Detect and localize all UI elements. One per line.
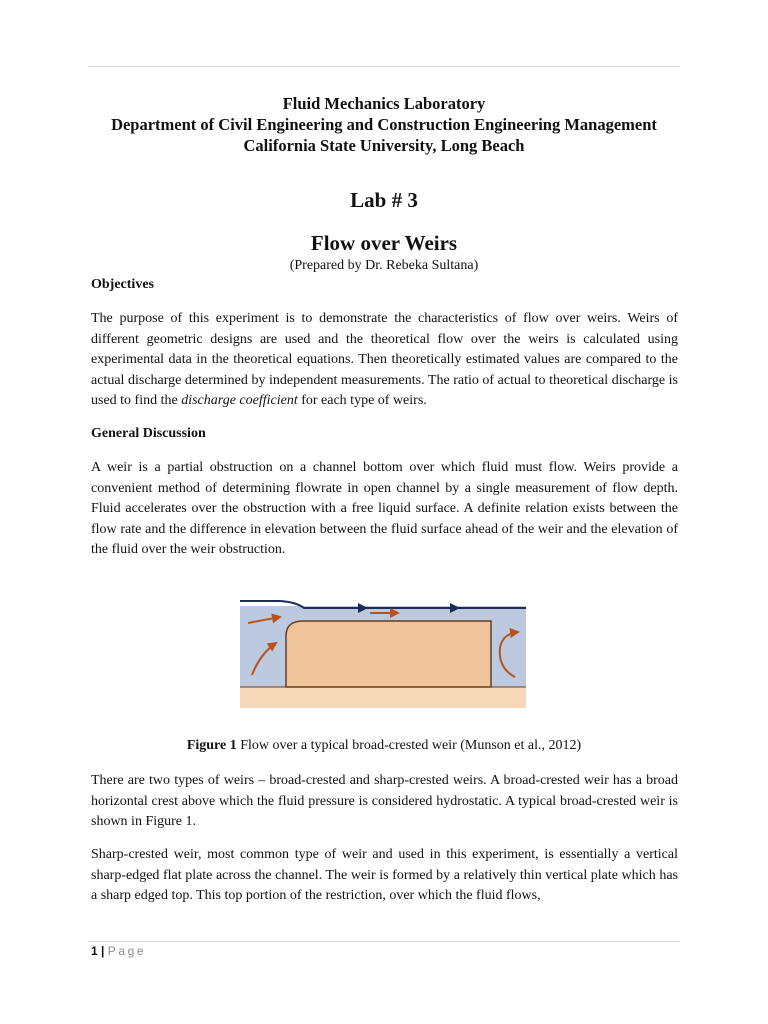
- figure-caption-text: Flow over a typical broad-crested weir (Munson et al., 2012): [236, 738, 582, 753]
- page-number: 1: [91, 944, 98, 958]
- general-discussion-paragraph: A weir is a partial obstruction on a channel bottom over which fluid must flow. Weirs provide a convenient method of determining flowrate in open channel by a single measurement of flow depth. Fluid accelerates over the obstruction with a free liquid surface. A definite relation exists between the flow rate and the difference in elevation between the fluid surface ahead of the weir and the elevation of the fluid over the weir obstruction.: [91, 460, 678, 558]
- objectives-heading: Objectives: [91, 277, 154, 292]
- footer-rule: [88, 941, 680, 942]
- broad-crested-weir: [286, 621, 491, 687]
- lab-title: Flow over Weirs: [310, 231, 458, 255]
- objectives-text-before: The purpose of this experiment is to demonstrate the characteristics of flow over weirs. Weirs of different geometric designs are used and the theoretical flow over the weirs is calculated using experimental data in the theoretical equations. Then theoretically estimated values are compared to the actual discharge determined by independent measurements. The ratio of actual to theoretical discharge is used to find the: [91, 311, 678, 409]
- discharge-coefficient-emphasis: discharge coefficient: [181, 393, 298, 409]
- figure-caption: [88, 738, 680, 754]
- channel-bed: [240, 687, 526, 708]
- lab-number: Lab # 3: [350, 188, 418, 212]
- sharp-crested-paragraph: Sharp-crested weir, most common type of weir and used in this experiment, is essentially a vertical sharp-edged flat plate across the channel. The weir is formed by a relatively thin vertical plate which has a sharp edged top. This top portion of the restriction, over which the fluid flows,: [91, 847, 678, 904]
- university-name: California State University, Long Beach: [243, 136, 525, 155]
- document-header: [88, 93, 680, 156]
- figure-label: Figure 1: [186, 738, 237, 753]
- weir-figure: [240, 598, 526, 708]
- header-rule: [88, 66, 680, 67]
- footer-separator: |: [101, 944, 105, 958]
- general-discussion-heading: General Discussion: [91, 426, 206, 441]
- prepared-by: (Prepared by Dr. Rebeka Sultana): [289, 258, 479, 273]
- lab-name: Fluid Mechanics Laboratory: [282, 94, 486, 113]
- objectives-paragraph: [91, 309, 678, 412]
- page-footer: [91, 944, 146, 958]
- department-name: Department of Civil Engineering and Construction Engineering Management: [111, 115, 657, 134]
- objectives-text-after: for each type of weirs.: [297, 393, 427, 409]
- weir-types-paragraph: There are two types of weirs – broad-crested and sharp-crested weirs. A broad-crested weir has a broad horizontal crest above which the fluid pressure is considered hydrostatic. A typical broad-crested weir is shown in Figure 1.: [91, 773, 678, 830]
- page-label: Page: [107, 944, 147, 958]
